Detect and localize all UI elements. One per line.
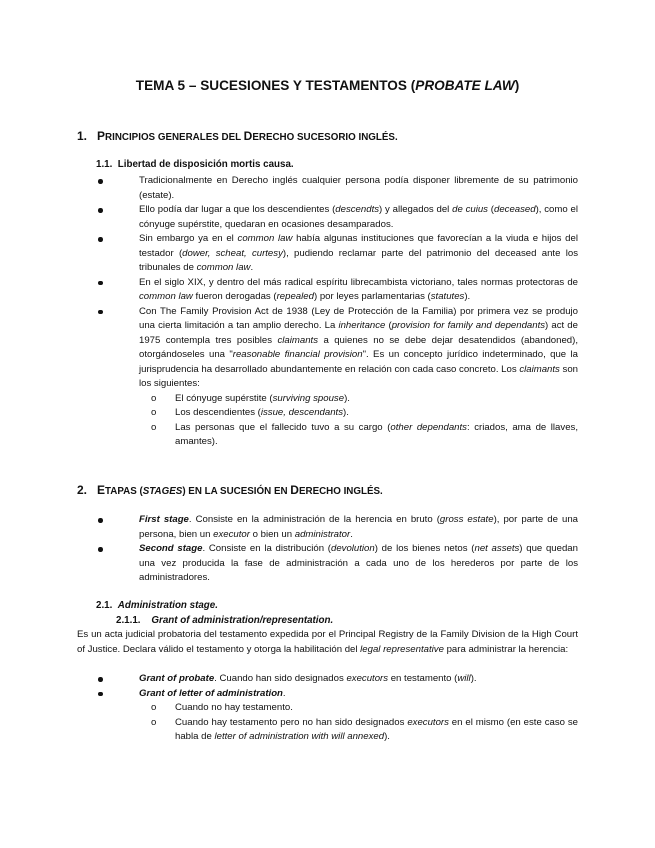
subsection-1-1-heading: 1.1. Libertad de disposición mortis causa.: [96, 159, 294, 170]
bullet-icon: [116, 542, 139, 586]
section-2-bullet-list: [116, 513, 578, 586]
subsection-2-1-heading: 2.1. Administration stage.: [96, 600, 218, 611]
list-item: Grant of probate. Cuando han sido designados executors en testamento (will).: [116, 672, 578, 687]
sub-list-item: o Los descendientes (issue, descendants).: [155, 406, 578, 421]
sub-list-item: o El cónyuge supérstite (surviving spouse).: [155, 392, 578, 407]
list-item: Grant of letter of administration.: [116, 687, 578, 702]
bullet-icon: [116, 276, 139, 305]
section-1-bullet-list: [116, 174, 578, 450]
list-item: Con The Family Provision Act de 1938 (Ley de Protección de la Familia) por primera vez se produjo una cierta limitación a tan amplio derecho. La inheritance (provision for family and dependants) act de 1975 contempla tres posibles claimants a quienes no se debe dejar desatendidos (abandoned), otorgándoseles una "reasonable financial provision". Es un concepto jurídico indeterminado, que la jurisprudencia ha desarrollado abundantemente en relación con cada caso concreto. Los claimants son los siguientes:: [116, 305, 578, 392]
bullet-icon: [116, 672, 139, 687]
subsection-2-1-1-heading: 2.1.1. Grant of administration/representation.: [116, 615, 334, 626]
paragraph-grant: Es un acta judicial probatoria del testamento expedida por el Principal Registry de la Family Division de la High Court of Justice. Declara válido el testamento y otorga la habilitación del legal representative para administrar la herencia:: [77, 629, 578, 655]
circle-bullet-icon: o: [151, 392, 157, 404]
list-item: First stage. Consiste en la administración de la herencia en bruto (gross estate), por parte de una persona, bien un executor o bien un administrator.: [116, 513, 578, 542]
page-title: TEMA 5 – SUCESIONES Y TESTAMENTOS (PROBATE LAW): [135, 78, 520, 93]
circle-bullet-icon: o: [151, 421, 157, 433]
circle-bullet-icon: o: [151, 702, 157, 713]
circle-bullet-icon: o: [151, 716, 157, 728]
grant-bullet-list: [116, 672, 578, 745]
section-1-heading: 1. PRINCIPIOS GENERALES DEL DERECHO SUCESORIO INGLÉS.: [77, 129, 398, 143]
list-item: Ello podía dar lugar a que los descendientes (descendts) y allegados del de cuius (deceased), como el cónyuge supérstite, quedaran en ocasiones desamparados.: [116, 203, 578, 232]
sub-list-item: o Las personas que el fallecido tuvo a su cargo (other dependants: criados, ama de llaves, amantes).: [155, 421, 578, 450]
sub-list-item: o Cuando no hay testamento.: [155, 701, 578, 716]
section-2-heading: 2. ETAPAS (STAGES) EN LA SUCESIÓN EN DERECHO INGLÉS.: [77, 483, 383, 497]
list-item: Second stage. Consiste en la distribución (devolution) de los bienes netos (net assets) que quedan una vez producida la fase de administración a cada uno de los herederos por parte de los administradores.: [116, 542, 578, 586]
circle-bullet-icon: o: [151, 407, 157, 418]
list-item: Sin embargo ya en el common law había algunas instituciones que favorecían a la viuda e hijos del testador (dower, scheat, curtesy), pudiendo reclamar parte del patrimonio del deceased ante los tribunales de common law.: [116, 232, 578, 276]
sub-list-item: o Cuando hay testamento pero no han sido designados executors en el mismo (en este caso se habla de letter of administration with will annexed).: [155, 716, 578, 745]
list-item: En el siglo XIX, y dentro del más radical espíritu librecambista victoriano, tales normas protectoras de common law fueron derogadas (repealed) por leyes parlamentarias (statutes).: [116, 276, 578, 305]
bullet-icon: [116, 513, 139, 542]
bullet-icon: [116, 203, 139, 232]
bullet-icon: [116, 305, 139, 392]
bullet-icon: [116, 174, 139, 203]
bullet-icon: [116, 232, 139, 276]
list-item: Tradicionalmente en Derecho inglés cualquier persona podía disponer libremente de su patrimonio (estate).: [116, 174, 578, 203]
bullet-icon: [116, 687, 139, 702]
